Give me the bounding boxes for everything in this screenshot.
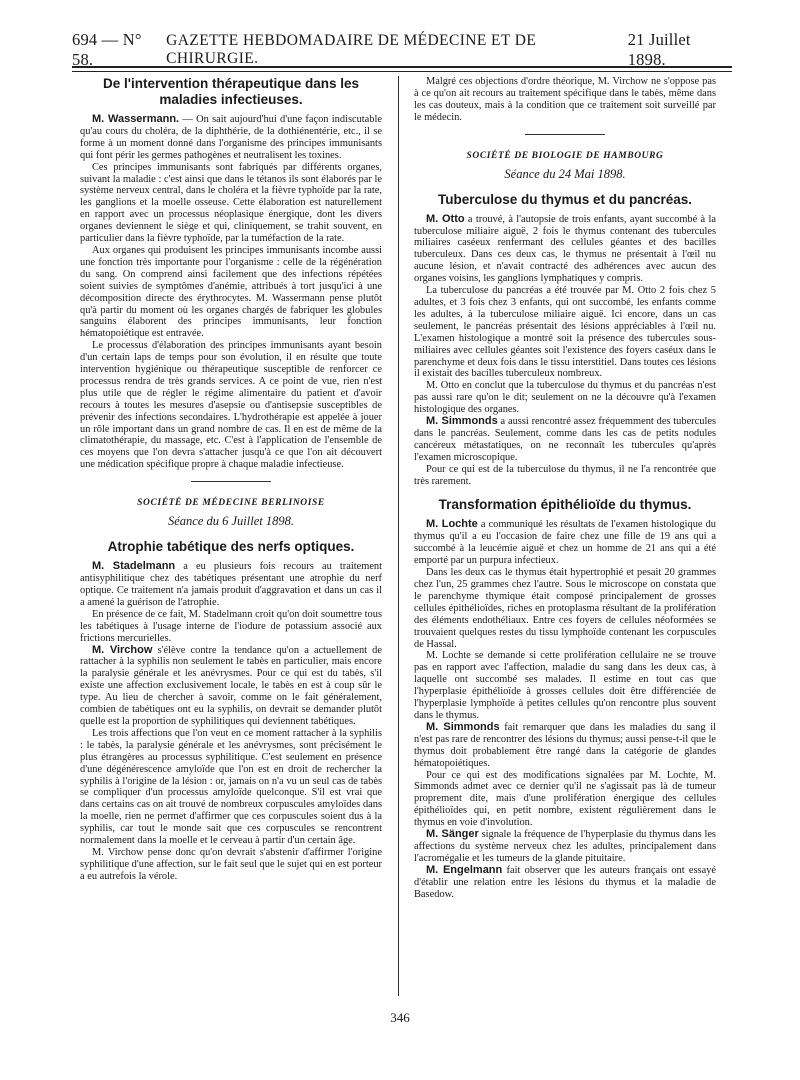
- paragraph: Pour ce qui est de la tuberculose du thymus, il ne l'a rencontrée que très rarement.: [414, 463, 716, 487]
- paragraph: M. Engelmann fait observer que les auteurs français ont essayé d'établir une relation entre les lésions du thymus et la maladie de Basedow.: [414, 863, 717, 900]
- paragraph: Ces principes immunisants sont fabriqués par différents organes, suivant la maladie : c'est ainsi que dans le tétanos ils sont élaborés par le système nerveux central, dans le choléra et la fièvre typhoïde par la rate, les ganglions et la moelle osseuse. Cette élaboration est naturellement en rapport avec un processus néoplasique énergique, dont les divers organes deviennent le siège et qui, cliniquement, se trahit souvent, en particulier dans la fièvre typhoïde, par la tuméfaction de la rate.: [80, 161, 382, 245]
- speaker-name: M. Engelmann: [426, 863, 503, 876]
- speaker-name: M. Lochte: [426, 518, 478, 531]
- session-date: Séance du 6 Juillet 1898.: [167, 514, 294, 529]
- header-rule: [72, 66, 732, 72]
- paragraph: Le processus d'élaboration des principes immunisants ayant besoin d'un certain laps de temps pour son évolution, il en résulte que toute intervention hygiénique ou thérapeutique susceptible de renforcer ce processus rendra de très grands services. A ce point de vue, rien n'est plus utile que de régler le régime alimentaire du patient et d'avoir recours à toutes les mesures d'asepsie ou d'antisepsie susceptibles de prévenir des infections secondaires. L'hydrothérapie est appelée à jouer un rôle important dans un grand nombre de cas. Il en est de même de la climatothérapie, du massage, etc. C'est à l'application de l'ensemble de ces moyens que l'on devra s'attacher jusqu'à ce que l'on ait découvert une médication spécifique propre à chaque maladie infectieuse.: [80, 340, 382, 471]
- paragraph: M. Simmonds fait remarquer que dans les maladies du sang il n'est pas rare de rencontrer des lésions du thymus; aussi pense-t-il que le thymus doit probablement être rangé dans la catégorie de glandes hématopoiétiques.: [414, 720, 716, 769]
- right-column: [414, 76, 716, 900]
- page-number: 346: [390, 1010, 410, 1025]
- society-heading: SOCIÉTÉ DE MÉDECINE BERLINOISE: [137, 498, 325, 509]
- page-issue-label: 694 — N° 58.: [72, 30, 142, 69]
- paragraph: Aux organes qui produisent les principes immunisants incombe aussi une fonction très importante pour l'organisme : celle de la régénération du sang. On comprend ainsi facilement que des infections répétées soient suivies de symptômes d'anémie, attribués à tort jusqu'ici à une décomposition directe des érythrocytes. M. Wassermann pense plutôt qu'à partir du moment où les organes chargés de fabriquer les globules sanguins élaborent des principes immunisants, leur fonction hématopoiétique est entravée.: [80, 244, 382, 340]
- paragraph: M. Otto a trouvé, à l'autopsie de trois enfants, ayant succombé à la tuberculose miliaire aiguë, 2 fois le thymus contenant des tubercules miliaires caséeux renfermant des cellules géantes et des bacilles tuberculeux. Dans ces deux cas, le thymus ne présentait à l'œil nu aucune lésion, et n'avait contracté des adhérences avec aucun des organes voisins, les ganglions lymphatiques y compris.: [414, 212, 716, 285]
- running-header: [72, 30, 732, 69]
- paragraph: M. Lochte se demande si cette prolifération cellulaire ne se trouve pas en rapport avec l'affection, maladie du sang dans les deux cas, à laquelle ont succombé ses malades. Il estime en tout cas que l'hyperplasie épithélioïde à grosses cellules doit être différenciée de l'hyperplasie lymphoïde à petites cellules qu'on rencontre plus souvent dans le thymus.: [414, 650, 716, 721]
- journal-title: GAZETTE HEBDOMADAIRE DE MÉDECINE ET DE CHIRURGIE.: [166, 32, 537, 67]
- article-title: Transformation épithélioïde du thymus.: [438, 497, 692, 513]
- paragraph: Dans les deux cas le thymus était hypertrophié et pesait 20 grammes chez l'un, 25 grammes chez l'autre. Sous le microscope on constata que le parenchyme thymique était composé principalement de grosses cellules épithélioïdes, riches en protoplasma résultant de la prolifération des éléments endothéliaux. Entre ces foyers de cellules néoformées se trouvaient quelques restes du tissu lymphoïde contenant les corpuscules de Hassal.: [414, 567, 716, 650]
- paragraph: M. Wassermann. — On sait aujourd'hui d'une façon indiscutable qu'au cours du choléra, de la diphthérie, de la dothiénentérie, etc., il se forme à un moment donné dans l'organisme des principes immunisants qui font périr les germes pathogènes et neutralisent les toxines.: [80, 113, 382, 161]
- article-title: Tuberculose du thymus et du pancréas.: [437, 191, 693, 207]
- paragraph: M. Simmonds a aussi rencontré assez fréquemment des tubercules dans le pancréas. Seulement, comme dans les cas de petits nodules cancéreux métastatiques, on ne reconnaît les tubercules qu'après l'examen microscopique.: [414, 415, 716, 463]
- section-divider: [191, 481, 271, 482]
- paragraph: M. Sänger signale la fréquence de l'hyperplasie du thymus dans les affections du système nerveux chez les adultes, principalement dans l'acromégalie et les tumeurs de la glande pituitaire.: [414, 828, 716, 864]
- speaker-name: M. Sänger: [426, 828, 479, 841]
- article-title: Atrophie tabétique des nerfs optiques.: [107, 539, 355, 555]
- paragraph: Malgré ces objections d'ordre théorique, M. Virchow ne s'oppose pas à ce qu'on ait recours au traitement spécifique dans le tabès, même dans les cas douteux, mais à la condition que ce traitement soit surveillé par le médecin.: [414, 76, 716, 123]
- speaker-name: M. Otto: [426, 212, 465, 225]
- paragraph: La tuberculose du pancréas a été trouvée par M. Otto 2 fois chez 5 adultes, et 3 fois chez 3 enfants, qui ont succombé, les enfants comme les adultes, à la tuberculose miliaire aiguë. Ici encore, dans un cas seulement, le pancréas présentait des lésions appréciables à l'œil nu. L'examen histologique a montré soit la présence des tubercules sous-miliaires avec cellules géantes soit l'existence des foyers caséux dans le parenchyme et deux fois dans le tissu interstitiel. Dans toutes ces lésions il existait des bacilles tuberculeux nombreux.: [414, 285, 716, 380]
- paragraph: M. Virchow s'élève contre la tendance qu'on a actuellement de rattacher à la syphilis non seulement le tabès en particulier, mais encore la paralysie générale et les anévrysmes. Pour ce qui est du tabès, s'il existe une affection exclusivement locale, le tabès en est à coup sûr le type. Au lieu de chercher à savoir, comme on le fait généralement, combien de tabétiques ont eu la syphilis, on devrait se demander plutôt quelle est la proportion de syphilitiques qui deviennent tabétiques.: [80, 643, 382, 727]
- paragraph: Les trois affections que l'on veut en ce moment rattacher à la syphilis : le tabès, la paralysie générale et les anévrysmes, sont précisément le plus étrangères au processus syphilitique. C'est seulement en présence d'une dégénérescence amyloïde que l'on est en droit de rechercher la syphilis à l'origine de la lésion : or, jamais on n'a vu un seul cas de tabès se compliquer d'un processus amyloïde quelconque. S'il est vrai que dans certains cas on ait trouvé de nombreux corpuscules amyloïdes dans la moelle, rien ne permet d'affirmer que ces corpuscules soient dus à la syphilis, car tout le monde sait que ces corpuscules se rencontrent normalement dans la moelle et le cerveau à partir d'un certain âge.: [80, 727, 382, 847]
- society-heading: SOCIÉTÉ DE BIOLOGIE DE HAMBOURG: [466, 150, 664, 161]
- paragraph: M. Otto en conclut que la tuberculose du thymus et du pancréas n'est pas aussi rare qu'on le dit; seulement on ne la découvre qu'à l'examen histologique des organes.: [414, 380, 716, 416]
- speaker-name: M. Stadelmann: [92, 560, 176, 573]
- paragraph: En présence de ce fait, M. Stadelmann croit qu'on doit soumettre tous les tabétiques à l'usage interne de l'iodure de potassium associé aux frictions mercurielles.: [80, 608, 382, 644]
- paragraph: Pour ce qui est des modifications signalées par M. Lochte, M. Simmonds admet avec ce dernier qu'il ne s'agissait pas là de tumeur proprement dite, mais d'une prolifération énergique des cellules épithélioïdes qui, en petit nombre, existent régulièrement dans le thymus en voie d'involution.: [414, 769, 716, 829]
- speaker-name: M. Simmonds: [426, 720, 500, 733]
- speaker-name: M. Simmonds: [426, 415, 498, 428]
- column-divider: [398, 76, 399, 996]
- issue-date: 21 Juillet 1898.: [627, 30, 691, 69]
- section-divider: [525, 134, 605, 135]
- speaker-name: M. Wassermann.: [92, 113, 180, 125]
- session-date: Séance du 24 Mai 1898.: [504, 166, 626, 181]
- article-title: De l'intervention thérapeutique dans les maladies infectieuses.: [102, 76, 359, 107]
- paragraph: M. Virchow pense donc qu'on devrait s'abstenir d'affirmer l'origine syphilitique d'une affection, sur le fait seul que le sujet qui en est porteur a eu autrefois la vérole.: [80, 846, 382, 882]
- speaker-name: M. Virchow: [92, 643, 153, 656]
- left-column: [80, 76, 382, 883]
- paragraph: M. Lochte a communiqué les résultats de l'examen histologique du thymus qu'il a eu l'occasion de faire chez une fille de 19 ans qui a succombé à la leucémie aiguë et chez un homme de 21 ans qui a été emporté par un purpura infectieux.: [414, 518, 716, 567]
- paragraph: M. Stadelmann a eu plusieurs fois recours au traitement antisyphilitique chez des tabétiques présentant une atrophie du nerf optique. Ce traitement n'a jamais produit d'aggravation et dans un cas il a amené la guérison de l'atrophie.: [80, 560, 383, 608]
